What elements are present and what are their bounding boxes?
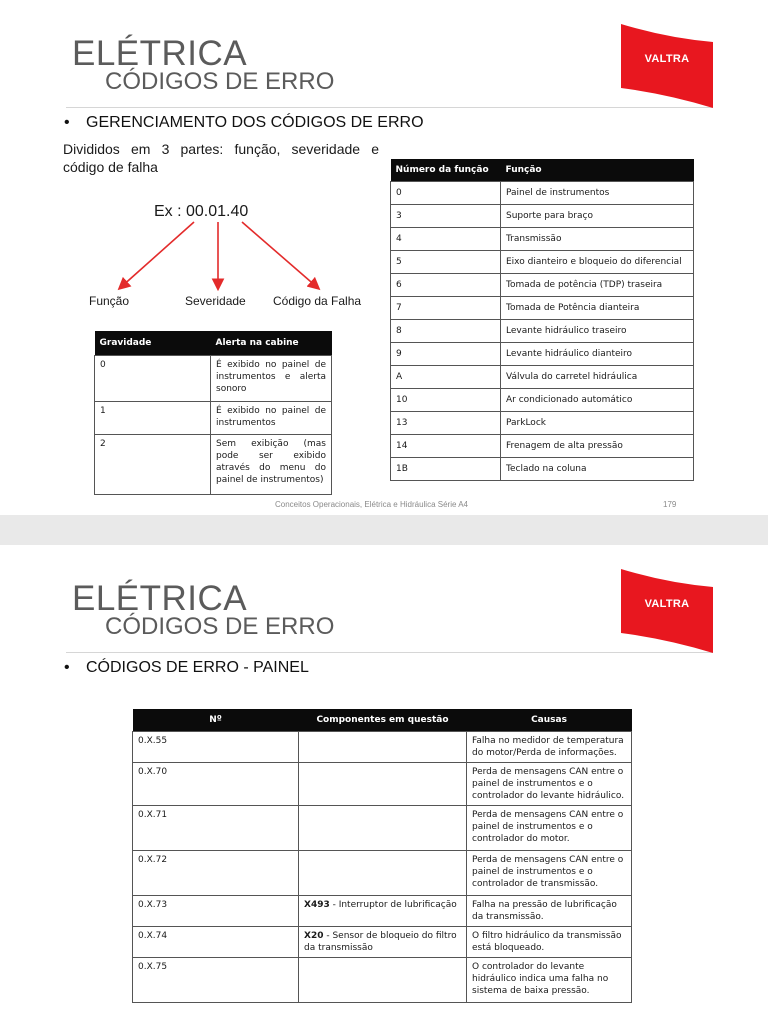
- table-row: [391, 435, 694, 458]
- gravity-alert: É exibido no painel de instrumentos e alerta sonoro: [211, 356, 332, 402]
- function-number: 4: [391, 228, 501, 251]
- function-name: Levante hidráulico traseiro: [501, 320, 694, 343]
- component-cell: [299, 896, 467, 927]
- function-name: Levante hidráulico dianteiro: [501, 343, 694, 366]
- table-row: [133, 763, 632, 806]
- function-table-body: [391, 182, 694, 481]
- component-cell: [299, 958, 467, 1003]
- error-code: 0.X.73: [133, 896, 299, 927]
- bullet-text: GERENCIAMENTO DOS CÓDIGOS DE ERRO: [86, 114, 424, 131]
- bullet-text: CÓDIGOS DE ERRO - PAINEL: [86, 659, 309, 676]
- table-row: [133, 958, 632, 1003]
- table-row: [391, 274, 694, 297]
- bullet-heading: [64, 659, 309, 677]
- table-row: [133, 851, 632, 896]
- table-row: [391, 320, 694, 343]
- gravity-level: 1: [95, 402, 211, 435]
- function-number: 14: [391, 435, 501, 458]
- valtra-logo: [621, 569, 713, 653]
- function-number: 0: [391, 182, 501, 205]
- table-row: [391, 412, 694, 435]
- function-name: Suporte para braço: [501, 205, 694, 228]
- table-row: [391, 251, 694, 274]
- function-number: 3: [391, 205, 501, 228]
- arrow-to-codigo: [242, 222, 318, 288]
- table-row: [391, 389, 694, 412]
- function-name: Tomada de Potência dianteira: [501, 297, 694, 320]
- table-header-row: [133, 709, 632, 732]
- logo-text: VALTRA: [644, 53, 690, 65]
- gravity-alert: Sem exibição (mas pode ser exibido através do menu do painel de instrumentos): [211, 435, 332, 495]
- component-cell: [299, 763, 467, 806]
- component-code: X493: [304, 900, 330, 910]
- component-cell: [299, 806, 467, 851]
- function-number: 7: [391, 297, 501, 320]
- label-severidade: Severidade: [185, 294, 246, 308]
- column-header: Componentes em questão: [299, 709, 467, 732]
- table-row: [391, 366, 694, 389]
- function-name: Teclado na coluna: [501, 458, 694, 481]
- slide-2: [0, 545, 768, 1024]
- error-cause: Perda de mensagens CAN entre o painel de instrumentos e o controlador do motor.: [467, 806, 632, 851]
- function-name: Válvula do carretel hidráulica: [501, 366, 694, 389]
- error-code: 0.X.71: [133, 806, 299, 851]
- table-header-row: [95, 331, 332, 356]
- table-row: [391, 205, 694, 228]
- function-number: 5: [391, 251, 501, 274]
- table-row: [133, 896, 632, 927]
- column-header: Causas: [467, 709, 632, 732]
- function-name: Painel de instrumentos: [501, 182, 694, 205]
- error-table-body: [133, 732, 632, 1003]
- logo-text: VALTRA: [644, 598, 690, 610]
- table-header-row: [391, 159, 694, 182]
- error-code: 0.X.75: [133, 958, 299, 1003]
- function-number: 10: [391, 389, 501, 412]
- gravity-level: 0: [95, 356, 211, 402]
- label-funcao: Função: [89, 294, 130, 308]
- component-code: X20: [304, 931, 324, 941]
- slide-title: ELÉTRICA: [72, 34, 248, 73]
- bullet-dot: •: [64, 659, 70, 676]
- arrow-to-funcao: [120, 222, 194, 288]
- split-arrows: [100, 218, 340, 294]
- page-number: 179: [663, 500, 677, 509]
- label-codigo-falha: Código da Falha: [273, 294, 362, 308]
- error-code: 0.X.74: [133, 927, 299, 958]
- error-cause: Falha na pressão de lubrificação da transmissão.: [467, 896, 632, 927]
- valtra-logo: [621, 24, 713, 108]
- table-row: [391, 228, 694, 251]
- bullet-dot: •: [64, 114, 70, 131]
- column-header: Alerta na cabine: [211, 331, 332, 356]
- function-name: Ar condicionado automático: [501, 389, 694, 412]
- function-name: Transmissão: [501, 228, 694, 251]
- column-header: Função: [501, 159, 694, 182]
- title-divider: [66, 652, 712, 653]
- error-code: 0.X.72: [133, 851, 299, 896]
- function-number: 1B: [391, 458, 501, 481]
- table-row: [95, 356, 332, 402]
- column-header: Gravidade: [95, 331, 211, 356]
- table-row: [95, 435, 332, 495]
- table-row: [133, 927, 632, 958]
- footer-text: Conceitos Operacionais, Elétrica e Hidráulica Série A4: [275, 500, 468, 509]
- function-name: Frenagem de alta pressão: [501, 435, 694, 458]
- table-row: [391, 182, 694, 205]
- error-code: 0.X.55: [133, 732, 299, 763]
- table-row: [133, 732, 632, 763]
- table-row: [391, 458, 694, 481]
- table-row: [391, 297, 694, 320]
- component-description: - Interruptor de lubrificação: [329, 900, 457, 910]
- bullet-heading: [64, 114, 424, 132]
- slide-title: ELÉTRICA: [72, 579, 248, 618]
- function-table: [390, 159, 694, 481]
- title-divider: [66, 107, 712, 108]
- example-code: Ex : 00.01.40: [154, 203, 249, 220]
- gravity-alert: É exibido no painel de instrumentos: [211, 402, 332, 435]
- gravity-level: 2: [95, 435, 211, 495]
- function-name: Eixo dianteiro e bloqueio do diferencial: [501, 251, 694, 274]
- column-header: Número da função: [391, 159, 501, 182]
- table-row: [133, 806, 632, 851]
- function-number: 6: [391, 274, 501, 297]
- column-header: Nº: [133, 709, 299, 732]
- component-cell: [299, 851, 467, 896]
- component-cell: [299, 732, 467, 763]
- error-code: 0.X.70: [133, 763, 299, 806]
- function-number: 8: [391, 320, 501, 343]
- gravity-table: [94, 331, 332, 495]
- error-cause: Perda de mensagens CAN entre o painel de instrumentos e o controlador do levante hidráulico.: [467, 763, 632, 806]
- error-code-table: [132, 709, 632, 1003]
- function-number: 9: [391, 343, 501, 366]
- function-number: 13: [391, 412, 501, 435]
- error-cause: Falha no medidor de temperatura do motor/Perda de informações.: [467, 732, 632, 763]
- table-row: [95, 402, 332, 435]
- intro-paragraph: Divididos em 3 partes: função, severidade e código de falha: [63, 141, 379, 175]
- error-cause: Perda de mensagens CAN entre o painel de instrumentos e o controlador de transmissão.: [467, 851, 632, 896]
- function-number: A: [391, 366, 501, 389]
- error-cause: O controlador do levante hidráulico indica uma falha no sistema de baixa pressão.: [467, 958, 632, 1003]
- slide-subtitle: CÓDIGOS DE ERRO: [105, 68, 335, 95]
- table-row: [391, 343, 694, 366]
- slide-subtitle: CÓDIGOS DE ERRO: [105, 613, 335, 640]
- function-name: ParkLock: [501, 412, 694, 435]
- function-name: Tomada de potência (TDP) traseira: [501, 274, 694, 297]
- error-cause: O filtro hidráulico da transmissão está bloqueado.: [467, 927, 632, 958]
- component-description: - Sensor de bloqueio do filtro da transmissão: [304, 931, 457, 953]
- component-cell: [299, 927, 467, 958]
